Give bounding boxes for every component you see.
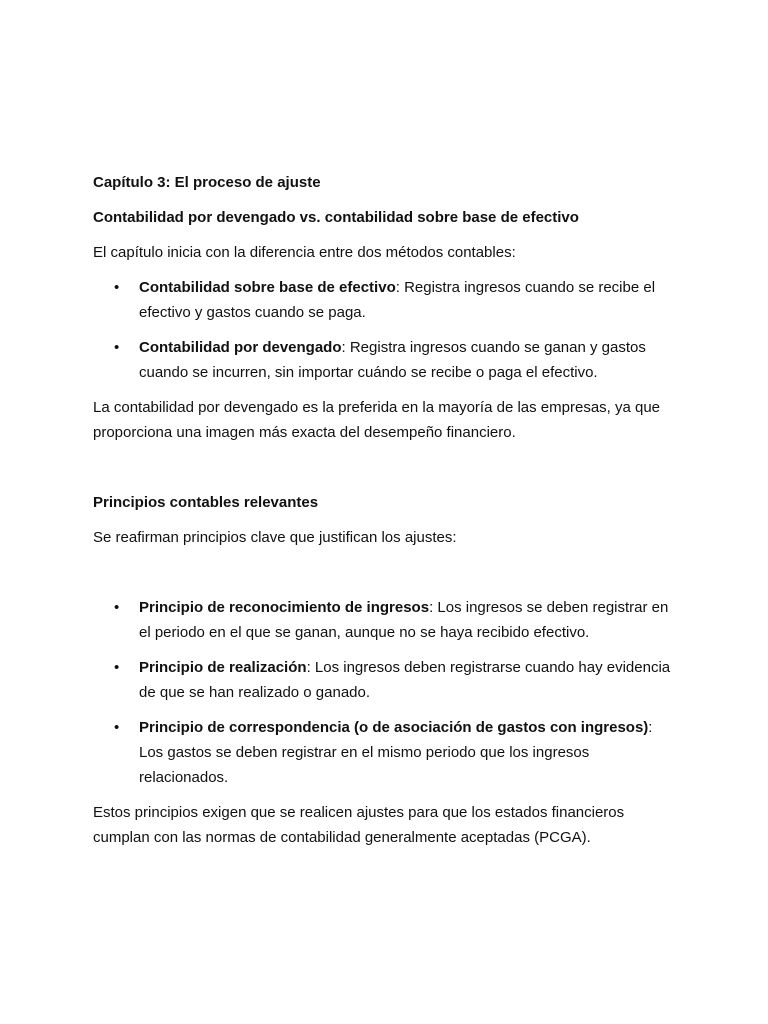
list-item-description: : Registra ingresos cuando se ganan y gastos cuando se incurren, sin importar cuándo se recibe o paga el efectivo.: [139, 339, 646, 381]
list-item-realization: [139, 655, 684, 705]
bullet-marker: •: [114, 659, 120, 676]
list-item-term: Contabilidad sobre base de efectivo: [139, 279, 396, 296]
list-item-cash-basis: [139, 275, 684, 325]
list-item-term: Contabilidad por devengado: [139, 339, 342, 356]
list-item-description: : Los ingresos se deben registrar en el periodo en el que se ganan, aunque no se haya recibido efectivo.: [139, 599, 669, 641]
bullet-marker: •: [114, 279, 120, 296]
list-item-description: : Los ingresos deben registrarse cuando hay evidencia de que se han realizado o ganado.: [139, 659, 671, 701]
list-item-matching: [139, 715, 674, 790]
section2-conclusion: Estos principios exigen que se realicen ajustes para que los estados financieros cumplan con las normas de contabilidad generalmente aceptadas (PCGA).: [93, 804, 625, 846]
section1-conclusion: La contabilidad por devengado es la preferida en la mayoría de las empresas, ya que proporciona una imagen más exacta del desempeño financiero.: [93, 399, 661, 441]
section1-intro: El capítulo inicia con la diferencia entre dos métodos contables:: [93, 244, 516, 261]
bullet-marker: •: [114, 719, 120, 736]
bullet-marker: •: [114, 339, 120, 356]
section2-intro: Se reafirman principios clave que justifican los ajustes:: [93, 529, 457, 546]
section-heading-accrual-vs-cash: Contabilidad por devengado vs. contabilidad sobre base de efectivo: [93, 209, 579, 226]
section-heading-principles: Principios contables relevantes: [93, 494, 319, 511]
list-item-description: : Los gastos se deben registrar en el mismo periodo que los ingresos relacionados.: [139, 719, 653, 786]
chapter-title: Capítulo 3: El proceso de ajuste: [93, 174, 321, 191]
list-item-accrual: [139, 335, 684, 385]
list-item-term: Principio de realización: [139, 659, 307, 676]
bullet-marker: •: [114, 599, 120, 616]
list-item-term: Principio de correspondencia (o de asociación de gastos con ingresos): [139, 719, 649, 736]
list-item-description: : Registra ingresos cuando se recibe el efectivo y gastos cuando se paga.: [139, 279, 656, 321]
list-item-term: Principio de reconocimiento de ingresos: [139, 599, 430, 616]
list-item-revenue-recognition: [139, 595, 684, 645]
